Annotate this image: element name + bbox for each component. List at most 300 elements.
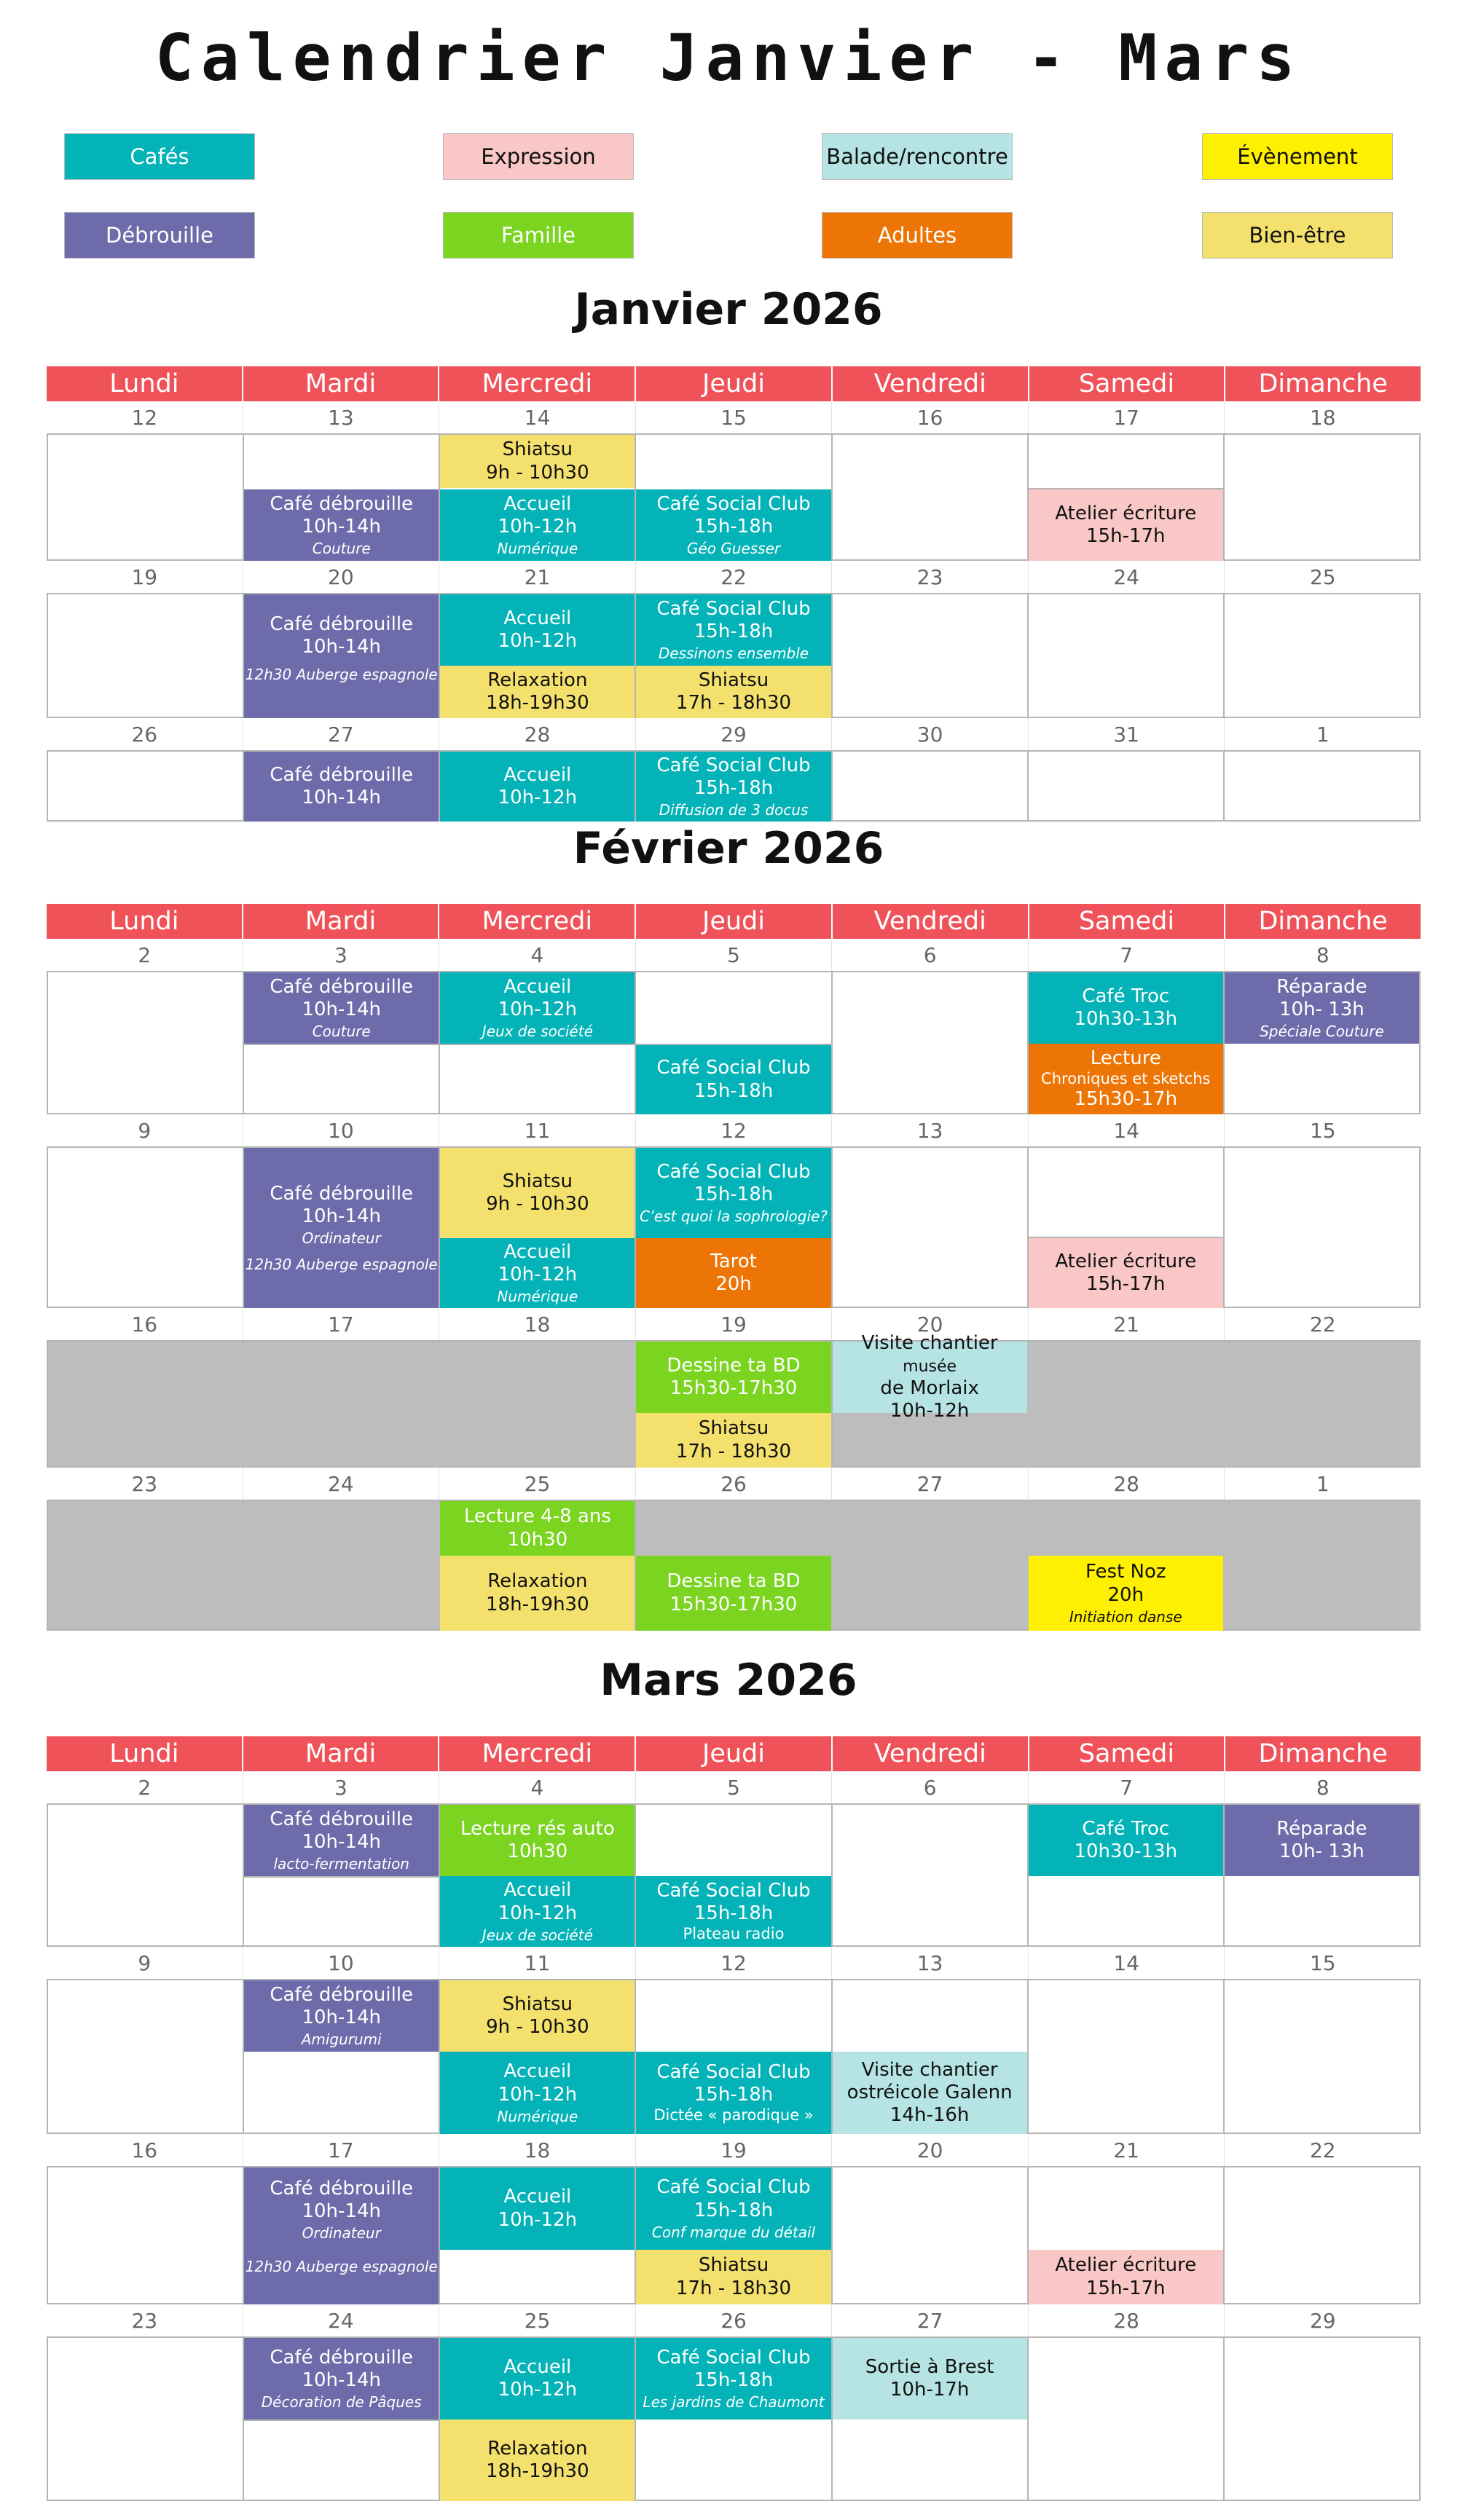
day-cell	[440, 435, 636, 559]
event-title: Shiatsu	[698, 1417, 769, 1440]
event-title: Café Social Club	[656, 492, 811, 515]
day-number: 16	[832, 401, 1029, 433]
event-time: 10h-12h	[498, 1264, 578, 1285]
event-time: 15h-18h	[694, 1902, 774, 1924]
day-number: 13	[832, 1947, 1029, 1979]
event-time: 10h-17h	[889, 2379, 970, 2401]
event-time: 10h-12h	[498, 2379, 578, 2401]
day-cell	[833, 1331, 1029, 1466]
event-cafe-social-club[interactable]	[636, 489, 830, 561]
event-title: Accueil	[503, 975, 572, 998]
day-number: 13	[832, 1114, 1029, 1146]
day-number: 14	[1029, 1114, 1225, 1146]
month-title-fevrier: Février 2026	[573, 823, 884, 874]
day-cell	[440, 752, 636, 820]
weekday-label: Samedi	[1029, 366, 1226, 401]
event-title: Accueil	[503, 1240, 572, 1263]
event-title: Café débrouille	[270, 2346, 414, 2369]
day-number: 27	[832, 1468, 1029, 1500]
day-cell	[1029, 435, 1225, 559]
event-title: Sortie à Brest	[865, 2355, 994, 2378]
event-time: 15h-18h	[694, 1184, 774, 1205]
day-cell	[47, 2338, 244, 2500]
event-title: Café Social Club	[656, 1160, 811, 1183]
event-title: Accueil	[503, 492, 572, 515]
day-number: 17	[1029, 401, 1225, 433]
day-cell	[636, 1148, 832, 1307]
event-visite-chantier[interactable]	[833, 2052, 1027, 2134]
day-number: 23	[47, 2304, 243, 2336]
event-time: 18h-19h30	[486, 692, 589, 714]
week-row	[47, 433, 1421, 561]
event-shiatsu[interactable]	[440, 1148, 635, 1238]
day-number: 13	[243, 401, 440, 433]
weekday-header	[47, 904, 1421, 939]
event-cafe-social-club[interactable]	[636, 2052, 830, 2134]
day-number-row	[47, 561, 1421, 593]
event-cafe-troc[interactable]	[1029, 1805, 1223, 1876]
event-atelier-ecriture[interactable]	[1029, 2250, 1223, 2304]
event-title-line	[833, 1332, 1027, 1377]
day-number: 17	[243, 2134, 440, 2166]
weekday-label: Mercredi	[439, 366, 636, 401]
event-time: 10h-12h	[498, 2083, 578, 2106]
event-time: 9h - 10h30	[486, 2016, 589, 2038]
event-title: Café Social Club	[656, 1879, 811, 1902]
event-reparade[interactable]	[1225, 972, 1419, 1044]
event-cafe-social-club[interactable]	[636, 2338, 830, 2419]
legend-balade: Balade/rencontre	[822, 133, 1013, 180]
day-number-row	[47, 1947, 1421, 1979]
day-number: 25	[439, 1468, 636, 1500]
event-title: Relaxation	[487, 669, 588, 691]
day-number: 15	[636, 401, 833, 433]
event-lecture[interactable]	[1029, 1044, 1223, 1114]
event-tarot[interactable]	[636, 1238, 830, 1308]
day-number: 26	[636, 1468, 833, 1500]
day-cell	[636, 1980, 832, 2133]
day-number: 27	[243, 718, 440, 750]
event-title: Accueil	[503, 1879, 572, 1902]
event-title: Fest Noz	[1085, 1561, 1166, 1583]
weekday-label: Vendredi	[833, 904, 1029, 939]
event-accueil[interactable]	[440, 489, 635, 561]
event-cafe-social-club[interactable]	[636, 1148, 830, 1238]
event-title: Café Social Club	[656, 2060, 811, 2083]
week-row	[47, 2336, 1421, 2501]
event-note: Géo Guesser	[686, 540, 781, 558]
day-cell	[636, 1501, 832, 1629]
event-cafe-debrouille[interactable]	[244, 489, 439, 561]
event-relaxation[interactable]	[440, 666, 635, 718]
event-title: Café Social Club	[656, 2346, 811, 2369]
day-number: 24	[1029, 561, 1225, 593]
event-cafe-social-club[interactable]	[636, 2167, 830, 2250]
event-time: 17h - 18h30	[675, 2277, 792, 2299]
page-title: Calendrier Janvier - Mars	[154, 20, 1303, 95]
weekday-label: Mercredi	[439, 904, 636, 939]
day-cell	[47, 1980, 244, 2133]
event-title: Shiatsu	[502, 438, 573, 461]
weekday-label: Lundi	[47, 366, 243, 401]
day-number: 24	[243, 1468, 440, 1500]
day-number: 21	[439, 561, 636, 593]
day-cell	[440, 1501, 636, 1629]
event-relaxation[interactable]	[440, 2419, 635, 2501]
event-cafe-debrouille[interactable]	[244, 1805, 439, 1876]
event-note: lacto-fermentation	[273, 1855, 409, 1873]
day-cell	[833, 435, 1029, 559]
day-number: 19	[47, 561, 243, 593]
event-cafe-debrouille[interactable]	[244, 2167, 439, 2304]
weekday-label: Samedi	[1029, 1736, 1226, 1771]
weekday-label: Mercredi	[439, 1736, 636, 1771]
event-note: Jeux de société	[482, 1926, 593, 1944]
event-shiatsu[interactable]	[636, 666, 830, 718]
event-time: 10h-14h	[302, 1205, 381, 1228]
event-title: Café Social Club	[656, 1057, 811, 1079]
day-cell	[1029, 2167, 1225, 2303]
day-cell	[244, 594, 440, 717]
event-atelier-ecriture[interactable]	[1029, 1238, 1223, 1308]
day-cell	[440, 594, 636, 717]
event-lecture-4-8-ans[interactable]	[440, 1501, 635, 1556]
legend-adultes: Adultes	[822, 212, 1013, 259]
event-time: 15h30-17h30	[669, 1593, 798, 1615]
day-cell	[833, 752, 1029, 820]
day-number: 9	[47, 1947, 243, 1979]
event-cafe-debrouille[interactable]	[244, 1980, 439, 2052]
event-accueil[interactable]	[440, 2052, 635, 2134]
day-number: 22	[636, 561, 833, 593]
event-cafe-social-club[interactable]	[636, 1045, 830, 1114]
day-number: 21	[1029, 1308, 1225, 1340]
event-cafe-debrouille[interactable]	[244, 752, 439, 822]
event-cafe-debrouille[interactable]	[244, 594, 439, 718]
day-number-row	[47, 2304, 1421, 2336]
day-cell	[1029, 1342, 1225, 1466]
weekday-header	[47, 1736, 1421, 1771]
event-place: ostréicole Galenn	[847, 2081, 1013, 2103]
event-time: 10h-12h	[498, 999, 578, 1020]
day-number: 26	[636, 2304, 833, 2336]
event-cafe-debrouille[interactable]	[244, 972, 439, 1044]
event-title: Dessine ta BD	[667, 1570, 801, 1593]
event-time: 9h - 10h30	[486, 1193, 589, 1215]
day-number: 26	[47, 718, 243, 750]
day-number: 25	[1309, 564, 1336, 589]
event-accueil[interactable]	[440, 972, 635, 1044]
day-number: 2	[47, 1771, 243, 1803]
day-number: 22	[1309, 2138, 1336, 2162]
day-number: 17	[243, 1308, 440, 1340]
event-time: 10h-14h	[302, 1831, 381, 1853]
day-number-row	[47, 1308, 1421, 1340]
day-cell	[1225, 2167, 1421, 2303]
day-number: 11	[439, 1114, 636, 1146]
day-number: 23	[47, 1468, 243, 1500]
event-title: Shiatsu	[698, 669, 769, 691]
event-title: Relaxation	[487, 1570, 588, 1593]
event-time: 15h-17h	[1086, 1273, 1166, 1295]
day-cell	[636, 2338, 832, 2500]
day-cell	[47, 1342, 244, 1466]
weekday-label: Mardi	[243, 904, 440, 939]
calendar-mars	[47, 1736, 1421, 2501]
day-number: 21	[1029, 2134, 1225, 2166]
day-cell	[440, 1342, 636, 1466]
day-number: 28	[1029, 1468, 1225, 1500]
day-cell	[244, 1342, 440, 1466]
day-number: 1	[1316, 722, 1330, 747]
event-time: 18h-19h30	[486, 1593, 589, 1615]
event-cafe-social-club[interactable]	[636, 752, 830, 822]
day-cell	[833, 1148, 1029, 1307]
event-note: Dessinons ensemble	[658, 645, 809, 663]
event-time: 10h30-13h	[1074, 1008, 1178, 1030]
day-number: 16	[47, 1308, 243, 1340]
event-title: Café débrouille	[270, 975, 414, 998]
event-note: Couture	[312, 540, 371, 558]
event-time: 10h-14h	[302, 516, 381, 538]
day-cell	[833, 972, 1029, 1113]
day-number: 12	[636, 1114, 833, 1146]
day-cell	[1029, 2338, 1225, 2500]
weekday-label: Jeudi	[636, 1736, 833, 1771]
day-cell	[244, 435, 440, 559]
weekday-label: Dimanche	[1258, 907, 1388, 936]
day-number: 7	[1029, 1771, 1225, 1803]
event-cafe-social-club[interactable]	[636, 1876, 830, 1947]
day-cell	[244, 1805, 440, 1945]
event-title: Café Social Club	[656, 2176, 811, 2199]
day-cell	[1029, 752, 1225, 820]
event-lecture-res-auto[interactable]	[440, 1805, 635, 1876]
day-cell	[636, 1342, 832, 1466]
event-title: Lecture 4-8 ans	[463, 1505, 611, 1528]
day-cell	[47, 594, 244, 717]
day-cell	[636, 2167, 832, 2303]
day-cell	[636, 435, 832, 559]
legend-cafes: Cafés	[64, 133, 255, 180]
weekday-label: Mardi	[243, 1736, 440, 1771]
event-shiatsu[interactable]	[440, 1980, 635, 2052]
day-number: 3	[243, 1771, 440, 1803]
day-number: 6	[832, 939, 1029, 971]
event-relaxation[interactable]	[440, 1556, 635, 1631]
event-title: Café débrouille	[270, 613, 414, 635]
day-number: 15	[1309, 1950, 1336, 1975]
event-dessine-ta-bd[interactable]	[636, 1342, 830, 1413]
weekday-label: Dimanche	[1258, 1739, 1388, 1768]
event-accueil[interactable]	[440, 2167, 635, 2250]
event-cafe-debrouille[interactable]	[244, 1148, 439, 1308]
day-cell	[47, 972, 244, 1113]
event-title: Accueil	[503, 2355, 572, 2378]
event-title: Lecture	[1090, 1047, 1161, 1069]
event-title: Café débrouille	[270, 1183, 414, 1205]
legend-bien-etre: Bien-être	[1202, 212, 1393, 259]
day-cell	[833, 1501, 1029, 1629]
event-fest-noz[interactable]	[1029, 1556, 1223, 1631]
event-title: Shiatsu	[502, 1993, 573, 2015]
month-title-mars: Mars 2026	[600, 1655, 857, 1706]
event-note: Amigurumi	[301, 2031, 382, 2049]
event-dessine-ta-bd[interactable]	[636, 1556, 830, 1631]
day-cell	[1225, 594, 1421, 717]
day-number: 29	[1309, 2308, 1336, 2333]
event-note: C’est quoi la sophrologie?	[640, 1208, 828, 1226]
event-time: 15h-17h	[1086, 2277, 1166, 2299]
event-note: Jeux de société	[482, 1023, 593, 1041]
event-time: 10h- 13h	[1279, 999, 1364, 1020]
day-cell	[1029, 594, 1225, 717]
month-title-janvier: Janvier 2026	[574, 284, 883, 335]
legend-evenement: Évènement	[1202, 133, 1393, 180]
day-number: 11	[439, 1947, 636, 1979]
legend-debrouille: Débrouille	[64, 212, 255, 259]
event-accueil[interactable]	[440, 752, 635, 822]
week-row	[47, 2166, 1421, 2304]
event-note: Numérique	[497, 2107, 578, 2125]
event-title: Dessine ta BD	[667, 1354, 801, 1377]
cell-divider	[244, 1044, 439, 1045]
event-accueil[interactable]	[440, 1876, 635, 1947]
weekday-header	[47, 366, 1421, 401]
day-cell	[244, 1980, 440, 2133]
weekday-label: Vendredi	[833, 1736, 1029, 1771]
day-cell	[47, 435, 244, 559]
event-accueil[interactable]	[440, 594, 635, 666]
day-cell	[440, 1805, 636, 1945]
event-time: 9h - 10h30	[486, 461, 589, 484]
event-note: Dictée « parodique »	[653, 2106, 814, 2125]
event-note: 12h30 Auberge espagnole	[245, 666, 438, 684]
weekday-label: Mardi	[243, 366, 440, 401]
day-number: 16	[47, 2134, 243, 2166]
event-time: 15h-18h	[694, 2369, 774, 2391]
event-title: Café Troc	[1082, 1817, 1170, 1840]
event-shiatsu[interactable]	[636, 1413, 830, 1468]
event-note: Numérique	[497, 540, 578, 558]
day-cell	[833, 2338, 1029, 2500]
event-time: 10h-12h	[889, 1400, 970, 1422]
day-cell	[440, 2338, 636, 2500]
day-cell	[244, 2167, 440, 2303]
event-atelier-ecriture[interactable]	[1029, 489, 1223, 561]
event-cafe-troc[interactable]	[1029, 972, 1223, 1044]
day-number: 14	[1029, 1947, 1225, 1979]
day-cell	[440, 1980, 636, 2133]
day-number-row	[47, 401, 1421, 433]
day-number-row	[47, 939, 1421, 971]
event-time: 10h-12h	[498, 630, 578, 652]
day-cell	[440, 1148, 636, 1307]
day-cell	[1029, 1501, 1225, 1629]
day-number: 1	[1316, 1471, 1330, 1496]
event-shiatsu[interactable]	[440, 435, 635, 488]
day-cell	[47, 1805, 244, 1945]
day-cell	[47, 1148, 244, 1307]
day-cell	[1029, 1980, 1225, 2133]
event-title: Atelier écriture	[1055, 502, 1197, 524]
day-cell	[1225, 972, 1421, 1113]
cell-divider	[440, 1044, 635, 1045]
event-title: Tarot	[710, 1250, 757, 1272]
weekday-label: Jeudi	[636, 366, 833, 401]
event-shiatsu[interactable]	[636, 2250, 830, 2304]
weekday-label: Dimanche	[1258, 369, 1388, 398]
day-number: 25	[439, 2304, 636, 2336]
event-title: Café Social Club	[656, 597, 811, 620]
day-number: 5	[636, 1771, 833, 1803]
event-time: 10h-14h	[302, 999, 381, 1020]
day-number: 2	[47, 939, 243, 971]
day-number: 8	[1316, 942, 1330, 967]
weekday-label: Lundi	[47, 1736, 243, 1771]
day-number: 27	[832, 2304, 1029, 2336]
day-number: 18	[1309, 405, 1336, 430]
event-visite-chantier[interactable]	[833, 1331, 1027, 1422]
day-number-row	[47, 718, 1421, 750]
day-number: 15	[1309, 1118, 1336, 1143]
day-number: 6	[832, 1771, 1029, 1803]
event-time: 10h-12h	[498, 2208, 578, 2231]
legend-famille: Famille	[443, 212, 634, 259]
event-accueil[interactable]	[440, 2338, 635, 2419]
event-accueil[interactable]	[440, 1238, 635, 1308]
event-time: 15h30-17h30	[669, 1377, 798, 1399]
event-title: Atelier écriture	[1055, 2254, 1197, 2277]
event-note: Spéciale Couture	[1260, 1023, 1384, 1041]
day-number: 14	[439, 401, 636, 433]
day-number: 19	[636, 2134, 833, 2166]
event-title: Café débrouille	[270, 1983, 414, 2006]
day-cell	[47, 1501, 244, 1629]
event-title: Réparade	[1276, 975, 1367, 998]
event-note: 12h30 Auberge espagnole	[245, 2258, 438, 2276]
event-time: 10h-12h	[498, 787, 578, 808]
event-time: 17h - 18h30	[675, 692, 792, 714]
event-cafe-debrouille[interactable]	[244, 2338, 439, 2419]
day-cell	[636, 1805, 832, 1945]
event-time: 15h-18h	[694, 2199, 774, 2221]
event-note: Diffusion de 3 docus	[659, 801, 809, 819]
event-subtitle: Chroniques et sketchs	[1041, 1069, 1211, 1087]
event-place: de Morlaix	[880, 1377, 979, 1399]
day-cell	[244, 752, 440, 820]
event-cafe-social-club[interactable]	[636, 594, 830, 666]
day-cell	[1029, 972, 1225, 1113]
event-title: Lecture rés auto	[460, 1817, 615, 1840]
day-number: 18	[439, 2134, 636, 2166]
week-row	[47, 1146, 1421, 1308]
day-cell	[1225, 1980, 1421, 2133]
day-cell	[636, 752, 832, 820]
day-number-row	[47, 1114, 1421, 1146]
day-cell	[244, 1501, 440, 1629]
day-cell	[244, 972, 440, 1113]
event-reparade[interactable]	[1225, 1805, 1419, 1876]
day-cell	[1029, 1805, 1225, 1945]
day-number: 19	[636, 1308, 833, 1340]
event-note: Les jardins de Chaumont	[643, 2393, 825, 2411]
event-time: 15h-17h	[1086, 525, 1166, 547]
day-number: 12	[636, 1947, 833, 1979]
day-number: 10	[243, 1947, 440, 1979]
event-sortie-brest[interactable]	[833, 2338, 1027, 2419]
day-number: 29	[636, 718, 833, 750]
